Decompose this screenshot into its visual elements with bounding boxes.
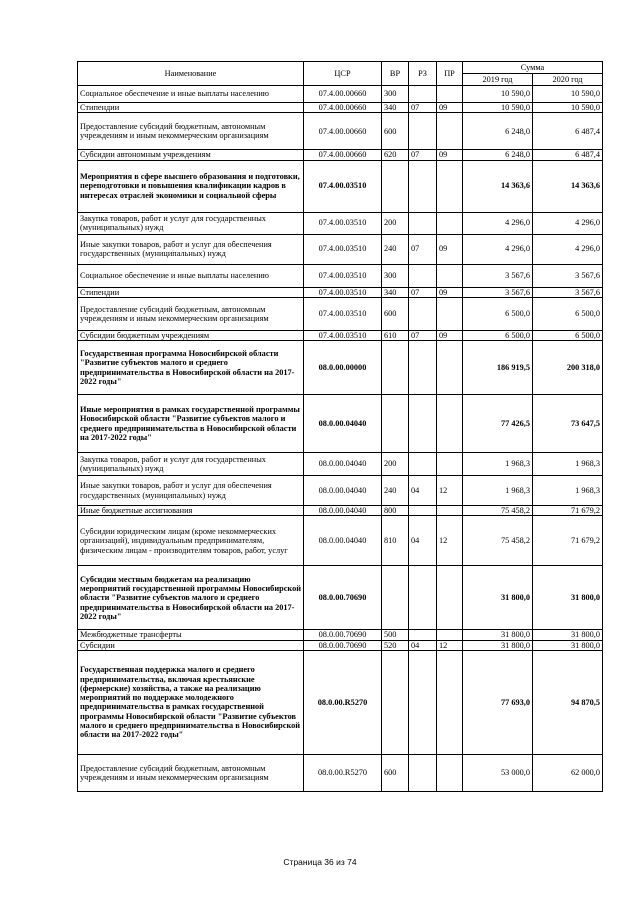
row-amount-2019: 53 000,0: [463, 754, 533, 791]
row-name: Субсидии: [78, 640, 304, 650]
row-csr: 08.0.00.04040: [304, 395, 382, 453]
row-csr: 08.0.00.04040: [304, 506, 382, 516]
row-amount-2019: 3 567,6: [463, 264, 533, 287]
row-rz: [409, 341, 437, 395]
row-rz: 04: [409, 640, 437, 650]
row-rz: [409, 630, 437, 640]
row-pr: [437, 754, 463, 791]
table-row: [78, 640, 603, 650]
row-amount-2020: 10 590,0: [533, 86, 603, 103]
row-amount-2020: 4 296,0: [533, 212, 603, 234]
table-row: [78, 395, 603, 453]
row-amount-2019: 6 248,0: [463, 150, 533, 160]
row-amount-2020: 3 567,6: [533, 287, 603, 297]
row-csr: 08.0.00.04040: [304, 453, 382, 476]
row-amount-2020: 31 800,0: [533, 640, 603, 650]
row-csr: 07.4.00.03510: [304, 212, 382, 234]
row-amount-2020: 62 000,0: [533, 754, 603, 791]
table-row: [78, 516, 603, 566]
table-row: [78, 297, 603, 330]
row-amount-2019: 186 919,5: [463, 341, 533, 395]
row-name: Закупка товаров, работ и услуг для государственных (муниципальных) нужд: [78, 453, 304, 476]
row-vr: [382, 395, 409, 453]
table-header: [78, 62, 603, 86]
table-row: [78, 506, 603, 516]
row-amount-2019: 31 800,0: [463, 640, 533, 650]
row-pr: 12: [437, 476, 463, 506]
row-pr: 09: [437, 150, 463, 160]
row-amount-2020: 6 487,4: [533, 113, 603, 150]
table-row: [78, 113, 603, 150]
row-name: Предоставление субсидий бюджетным, автономным учреждениям и иным некоммерческим организациям: [78, 297, 304, 330]
table-row: [78, 103, 603, 113]
row-vr: 300: [382, 86, 409, 103]
row-pr: [437, 630, 463, 640]
header-year-2019: 2019 год: [463, 74, 533, 86]
table-row: [78, 341, 603, 395]
row-csr: 08.0.00.R5270: [304, 650, 382, 754]
row-csr: 07.4.00.00660: [304, 150, 382, 160]
row-amount-2020: 31 800,0: [533, 566, 603, 630]
row-vr: 500: [382, 630, 409, 640]
row-name: Субсидии автономным учреждениям: [78, 150, 304, 160]
row-pr: 09: [437, 287, 463, 297]
row-amount-2019: 14 363,6: [463, 160, 533, 212]
row-amount-2019: 6 500,0: [463, 297, 533, 330]
row-name: Субсидии юридическим лицам (кроме некоммерческих организаций), индивидуальным предпринимателям, физическим лицам - производителям товаров, работ, услуг: [78, 516, 304, 566]
row-vr: 200: [382, 453, 409, 476]
row-rz: [409, 113, 437, 150]
row-amount-2019: 75 458,2: [463, 516, 533, 566]
table-row: [78, 212, 603, 234]
header-pr: ПР: [437, 62, 463, 86]
row-vr: 600: [382, 754, 409, 791]
row-csr: 08.0.00.04040: [304, 516, 382, 566]
row-pr: 09: [437, 103, 463, 113]
row-rz: 07: [409, 150, 437, 160]
row-amount-2019: 77 426,5: [463, 395, 533, 453]
row-amount-2019: 1 968,3: [463, 453, 533, 476]
row-amount-2019: 6 248,0: [463, 113, 533, 150]
row-csr: 08.0.00.04040: [304, 476, 382, 506]
table-row: [78, 264, 603, 287]
row-name: Социальное обеспечение и иные выплаты населению: [78, 86, 304, 103]
row-pr: [437, 113, 463, 150]
row-amount-2020: 3 567,6: [533, 264, 603, 287]
table-row: [78, 453, 603, 476]
row-vr: 600: [382, 113, 409, 150]
row-amount-2020: 1 968,3: [533, 476, 603, 506]
row-pr: [437, 160, 463, 212]
row-csr: 07.4.00.00660: [304, 86, 382, 103]
row-csr: 08.0.00.70690: [304, 630, 382, 640]
table-row: [78, 330, 603, 340]
row-amount-2019: 4 296,0: [463, 212, 533, 234]
table-row: [78, 86, 603, 103]
header-rz: РЗ: [409, 62, 437, 86]
row-amount-2019: 1 968,3: [463, 476, 533, 506]
row-name: Стипендии: [78, 287, 304, 297]
row-pr: [437, 650, 463, 754]
row-rz: [409, 395, 437, 453]
row-csr: 07.4.00.03510: [304, 160, 382, 212]
row-amount-2019: 4 296,0: [463, 234, 533, 264]
row-name: Государственная программа Новосибирской области "Развитие субъектов малого и среднего предпринимательства в Новосибирской области на 2017-2022 годы": [78, 341, 304, 395]
table-row: [78, 650, 603, 754]
row-vr: 300: [382, 264, 409, 287]
row-vr: 810: [382, 516, 409, 566]
row-name: Социальное обеспечение и иные выплаты населению: [78, 264, 304, 287]
row-amount-2020: 14 363,6: [533, 160, 603, 212]
row-rz: 04: [409, 516, 437, 566]
row-vr: [382, 650, 409, 754]
row-rz: 07: [409, 103, 437, 113]
row-pr: [437, 566, 463, 630]
row-amount-2019: 31 800,0: [463, 566, 533, 630]
row-pr: [437, 506, 463, 516]
row-rz: [409, 264, 437, 287]
header-vr: ВР: [382, 62, 409, 86]
row-csr: 07.4.00.03510: [304, 330, 382, 340]
row-amount-2020: 200 318,0: [533, 341, 603, 395]
row-name: Иные закупки товаров, работ и услуг для обеспечения государственных (муниципальных) нужд: [78, 234, 304, 264]
row-vr: 800: [382, 506, 409, 516]
row-csr: 08.0.00.70690: [304, 640, 382, 650]
table-row: [78, 754, 603, 791]
row-amount-2019: 77 693,0: [463, 650, 533, 754]
row-pr: [437, 341, 463, 395]
row-csr: 08.0.00.70690: [304, 566, 382, 630]
table-row: [78, 566, 603, 630]
table-row: [78, 150, 603, 160]
row-name: Закупка товаров, работ и услуг для государственных (муниципальных) нужд: [78, 212, 304, 234]
row-rz: [409, 297, 437, 330]
row-rz: [409, 506, 437, 516]
row-name: Субсидии местным бюджетам на реализацию мероприятий государственной программы Новосибирской области "Развитие субъектов малого и среднего предпринимательства в Новосибирской области на 2017-2022 годы": [78, 566, 304, 630]
row-name: Иные закупки товаров, работ и услуг для обеспечения государственных (муниципальных) нужд: [78, 476, 304, 506]
row-csr: 07.4.00.03510: [304, 287, 382, 297]
row-vr: 240: [382, 234, 409, 264]
table-row: [78, 287, 603, 297]
row-amount-2020: 73 647,5: [533, 395, 603, 453]
row-rz: 07: [409, 287, 437, 297]
row-amount-2020: 6 500,0: [533, 330, 603, 340]
row-vr: 620: [382, 150, 409, 160]
row-amount-2019: 10 590,0: [463, 103, 533, 113]
budget-table: [77, 61, 603, 792]
row-vr: 520: [382, 640, 409, 650]
row-amount-2019: 6 500,0: [463, 330, 533, 340]
row-amount-2020: 10 590,0: [533, 103, 603, 113]
row-amount-2020: 71 679,2: [533, 506, 603, 516]
row-pr: 09: [437, 234, 463, 264]
row-pr: [437, 212, 463, 234]
row-rz: [409, 160, 437, 212]
row-rz: [409, 453, 437, 476]
row-name: Межбюджетные трансферты: [78, 630, 304, 640]
row-amount-2019: 3 567,6: [463, 287, 533, 297]
header-csr: ЦСР: [304, 62, 382, 86]
table-row: [78, 234, 603, 264]
row-vr: 340: [382, 103, 409, 113]
row-amount-2020: 6 487,4: [533, 150, 603, 160]
row-rz: [409, 86, 437, 103]
row-amount-2020: 94 870,5: [533, 650, 603, 754]
row-pr: 09: [437, 330, 463, 340]
row-name: Государственная поддержка малого и среднего предпринимательства, включая крестьянские (фермерские) хозяйства, а также на реализацию мероприятий по поддержке молодежного предпринимательства в рамках государственной программы Новосибирской области "Развитие субъектов малого и среднего предпринимательства в Новосибирской области на 2017-2022 годы": [78, 650, 304, 754]
row-name: Предоставление субсидий бюджетным, автономным учреждениям и иным некоммерческим организациям: [78, 113, 304, 150]
row-pr: [437, 86, 463, 103]
row-amount-2019: 31 800,0: [463, 630, 533, 640]
header-name: Наименование: [78, 62, 304, 86]
table-body: [78, 86, 603, 792]
row-amount-2019: 10 590,0: [463, 86, 533, 103]
row-vr: [382, 160, 409, 212]
row-rz: [409, 650, 437, 754]
row-name: Мероприятия в сфере высшего образования и подготовки, переподготовки и повышения квалификации кадров в интересах отраслей экономики и социальной сферы: [78, 160, 304, 212]
row-pr: 12: [437, 640, 463, 650]
row-pr: [437, 297, 463, 330]
row-rz: 07: [409, 234, 437, 264]
row-rz: 07: [409, 330, 437, 340]
header-sum: Сумма: [463, 62, 603, 74]
table-row: [78, 476, 603, 506]
header-year-2020: 2020 год: [533, 74, 603, 86]
table-row: [78, 630, 603, 640]
row-name: Стипендии: [78, 103, 304, 113]
row-pr: 12: [437, 516, 463, 566]
row-csr: 07.4.00.03510: [304, 264, 382, 287]
row-pr: [437, 453, 463, 476]
row-csr: 07.4.00.03510: [304, 234, 382, 264]
row-rz: [409, 566, 437, 630]
row-name: Иные бюджетные ассигнования: [78, 506, 304, 516]
row-rz: 04: [409, 476, 437, 506]
row-vr: [382, 341, 409, 395]
row-vr: 610: [382, 330, 409, 340]
row-rz: [409, 212, 437, 234]
row-csr: 08.0.00.R5270: [304, 754, 382, 791]
row-vr: 340: [382, 287, 409, 297]
page-number: Страница 36 из 74: [283, 857, 357, 867]
row-csr: 07.4.00.00660: [304, 113, 382, 150]
row-amount-2020: 31 800,0: [533, 630, 603, 640]
row-name: Иные мероприятия в рамках государственной программы Новосибирской области "Развитие субъектов малого и среднего предпринимательства в Новосибирской области на 2017-2022 годы": [78, 395, 304, 453]
row-name: Предоставление субсидий бюджетным, автономным учреждениям и иным некоммерческим организациям: [78, 754, 304, 791]
row-amount-2020: 1 968,3: [533, 453, 603, 476]
row-vr: 600: [382, 297, 409, 330]
row-vr: [382, 566, 409, 630]
row-csr: 08.0.00.00000: [304, 341, 382, 395]
row-amount-2020: 6 500,0: [533, 297, 603, 330]
row-amount-2020: 4 296,0: [533, 234, 603, 264]
row-pr: [437, 395, 463, 453]
row-csr: 07.4.00.00660: [304, 103, 382, 113]
row-csr: 07.4.00.03510: [304, 297, 382, 330]
row-rz: [409, 754, 437, 791]
row-vr: 200: [382, 212, 409, 234]
row-amount-2019: 75 458,2: [463, 506, 533, 516]
table-row: [78, 160, 603, 212]
row-vr: 240: [382, 476, 409, 506]
row-name: Субсидии бюджетным учреждениям: [78, 330, 304, 340]
row-amount-2020: 71 679,2: [533, 516, 603, 566]
row-pr: [437, 264, 463, 287]
